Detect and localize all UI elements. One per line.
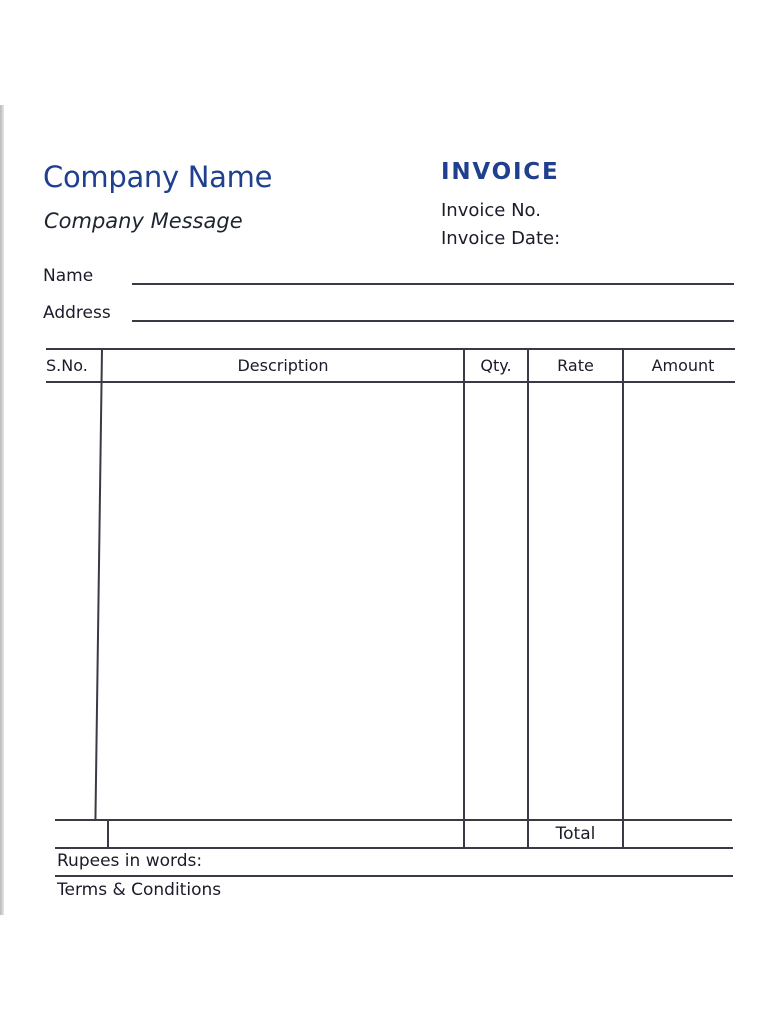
table-top-rule	[46, 348, 735, 350]
column-divider-rate	[622, 349, 624, 849]
address-field-line	[132, 320, 734, 322]
total-row-bottom-rule	[55, 847, 733, 849]
total-row-top-rule	[55, 819, 732, 821]
rupees-in-words-label: Rupees in words:	[57, 851, 203, 871]
column-divider-description	[463, 349, 465, 849]
company-name: Company Name	[43, 160, 273, 194]
invoice-date-label: Invoice Date:	[441, 228, 561, 249]
column-header-sno: S.No.	[46, 356, 88, 375]
name-field-line	[132, 283, 734, 285]
column-divider-sno-lower	[107, 819, 109, 849]
column-header-qty: Qty.	[480, 356, 512, 375]
table-header-rule	[46, 381, 735, 383]
invoice-title: INVOICE	[441, 159, 560, 185]
column-header-description: Description	[237, 356, 329, 375]
total-label: Total	[555, 824, 596, 844]
rupees-row-bottom-rule	[55, 875, 733, 877]
company-message: Company Message	[44, 209, 243, 233]
column-header-rate: Rate	[557, 356, 594, 375]
column-divider-qty	[527, 349, 529, 849]
page-edge-shadow	[0, 105, 4, 915]
address-label: Address	[43, 303, 111, 323]
invoice-number-label: Invoice No.	[441, 200, 541, 221]
name-label: Name	[43, 266, 94, 286]
terms-and-conditions-label: Terms & Conditions	[57, 880, 222, 900]
column-header-amount: Amount	[651, 356, 715, 375]
column-divider-sno	[94, 349, 103, 819]
